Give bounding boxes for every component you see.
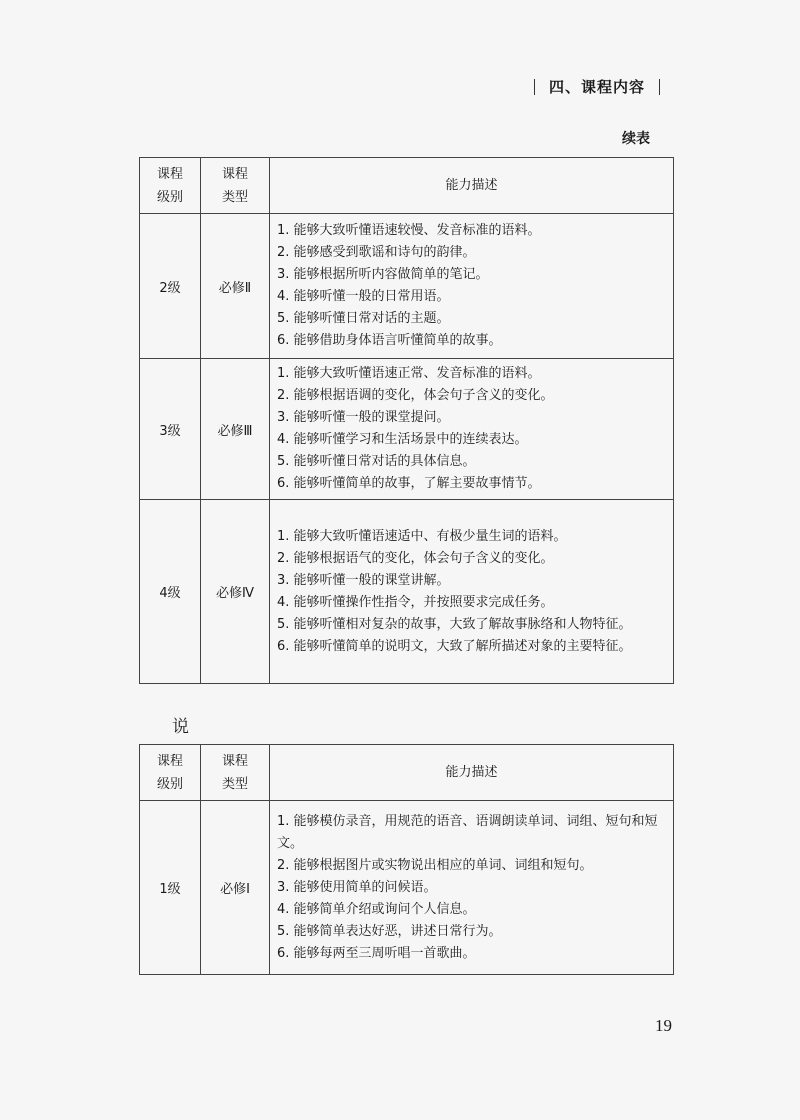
ability-description-cell xyxy=(270,214,674,359)
course-level-cell: 2级 xyxy=(140,214,201,359)
course-level-cell: 4级 xyxy=(140,500,201,684)
course-level-cell: 3级 xyxy=(140,359,201,500)
continued-table-label: 续表 xyxy=(622,131,650,147)
course-type-cell: 必修Ⅲ xyxy=(201,359,270,500)
ability-description-cell xyxy=(270,801,674,975)
ability-item: 4. 能够听懂学习和生活场景中的连续表达。 xyxy=(277,432,528,447)
header-section-title: 四、课程内容 xyxy=(548,78,645,96)
table-row xyxy=(140,801,674,975)
table-row xyxy=(140,500,674,684)
speaking-ability-table xyxy=(139,744,674,975)
ability-item: 1. 能够模仿录音，用规范的语音、语调朗读单词、词组、短句和短文。 xyxy=(277,813,658,851)
ability-item: 5. 能够听懂日常对话的具体信息。 xyxy=(277,454,476,469)
header-divider-right xyxy=(659,79,660,95)
header-course-type-line2: 类型 xyxy=(221,189,248,205)
ability-item: 3. 能够根据所听内容做简单的笔记。 xyxy=(277,267,489,282)
ability-description-cell xyxy=(270,359,674,500)
header-course-level-line1: 课程 xyxy=(156,753,183,769)
ability-item: 3. 能够听懂一般的课堂提问。 xyxy=(277,410,450,425)
ability-item: 2. 能够根据图片或实物说出相应的单词、词组和短句。 xyxy=(277,857,593,873)
ability-item: 2. 能够根据语调的变化，体会句子含义的变化。 xyxy=(277,388,554,403)
ability-item: 3. 能够听懂一般的课堂讲解。 xyxy=(277,572,450,588)
running-header xyxy=(520,76,674,97)
header-course-level-line2: 级别 xyxy=(156,189,183,205)
ability-item: 3. 能够使用简单的问候语。 xyxy=(277,879,437,895)
header-course-type-line2: 类型 xyxy=(221,776,248,792)
header-course-type xyxy=(201,158,270,214)
table-header-row xyxy=(140,158,674,214)
ability-item: 1. 能够大致听懂语速适中、有极少量生词的语料。 xyxy=(277,528,567,544)
ability-item: 2. 能够根据语气的变化，体会句子含义的变化。 xyxy=(277,550,554,566)
listening-ability-table xyxy=(139,157,674,684)
course-type-cell: 必修Ⅳ xyxy=(201,500,270,684)
ability-item: 1. 能够大致听懂语速较慢、发音标准的语料。 xyxy=(277,223,541,238)
table-header-row xyxy=(140,745,674,801)
table-row xyxy=(140,359,674,500)
ability-item: 6. 能够借助身体语言听懂简单的故事。 xyxy=(277,333,502,348)
ability-item: 4. 能够听懂一般的日常用语。 xyxy=(277,289,450,304)
course-level-cell: 1级 xyxy=(140,801,201,975)
course-type-cell: 必修Ⅱ xyxy=(201,214,270,359)
header-course-type xyxy=(201,745,270,801)
course-type-cell: 必修Ⅰ xyxy=(201,801,270,975)
ability-item: 6. 能够每两至三周听唱一首歌曲。 xyxy=(277,945,476,961)
ability-item: 4. 能够简单介绍或询问个人信息。 xyxy=(277,901,476,917)
header-course-level xyxy=(140,158,201,214)
header-course-level-line2: 级别 xyxy=(156,776,183,792)
header-course-level-line1: 课程 xyxy=(156,166,183,182)
page-number: 19 xyxy=(655,1016,672,1035)
ability-description-cell xyxy=(270,500,674,684)
ability-item: 4. 能够听懂操作性指令，并按照要求完成任务。 xyxy=(277,594,554,610)
header-divider-left xyxy=(534,79,535,95)
header-course-level xyxy=(140,745,201,801)
header-course-type-line1: 课程 xyxy=(221,166,248,182)
table-row xyxy=(140,214,674,359)
header-ability-description: 能力描述 xyxy=(270,745,674,801)
header-course-type-line1: 课程 xyxy=(221,753,248,769)
ability-item: 5. 能够简单表达好恶，讲述日常行为。 xyxy=(277,923,502,939)
ability-item: 5. 能够听懂相对复杂的故事，大致了解故事脉络和人物特征。 xyxy=(277,616,632,632)
ability-item: 2. 能够感受到歌谣和诗句的韵律。 xyxy=(277,245,476,260)
ability-item: 6. 能够听懂简单的说明文，大致了解所描述对象的主要特征。 xyxy=(277,638,632,654)
ability-item: 6. 能够听懂简单的故事，了解主要故事情节。 xyxy=(277,476,541,491)
section-title-speaking: 说 xyxy=(172,717,189,737)
header-ability-description: 能力描述 xyxy=(270,158,674,214)
ability-item: 5. 能够听懂日常对话的主题。 xyxy=(277,311,450,326)
ability-item: 1. 能够大致听懂语速正常、发音标准的语料。 xyxy=(277,366,541,381)
